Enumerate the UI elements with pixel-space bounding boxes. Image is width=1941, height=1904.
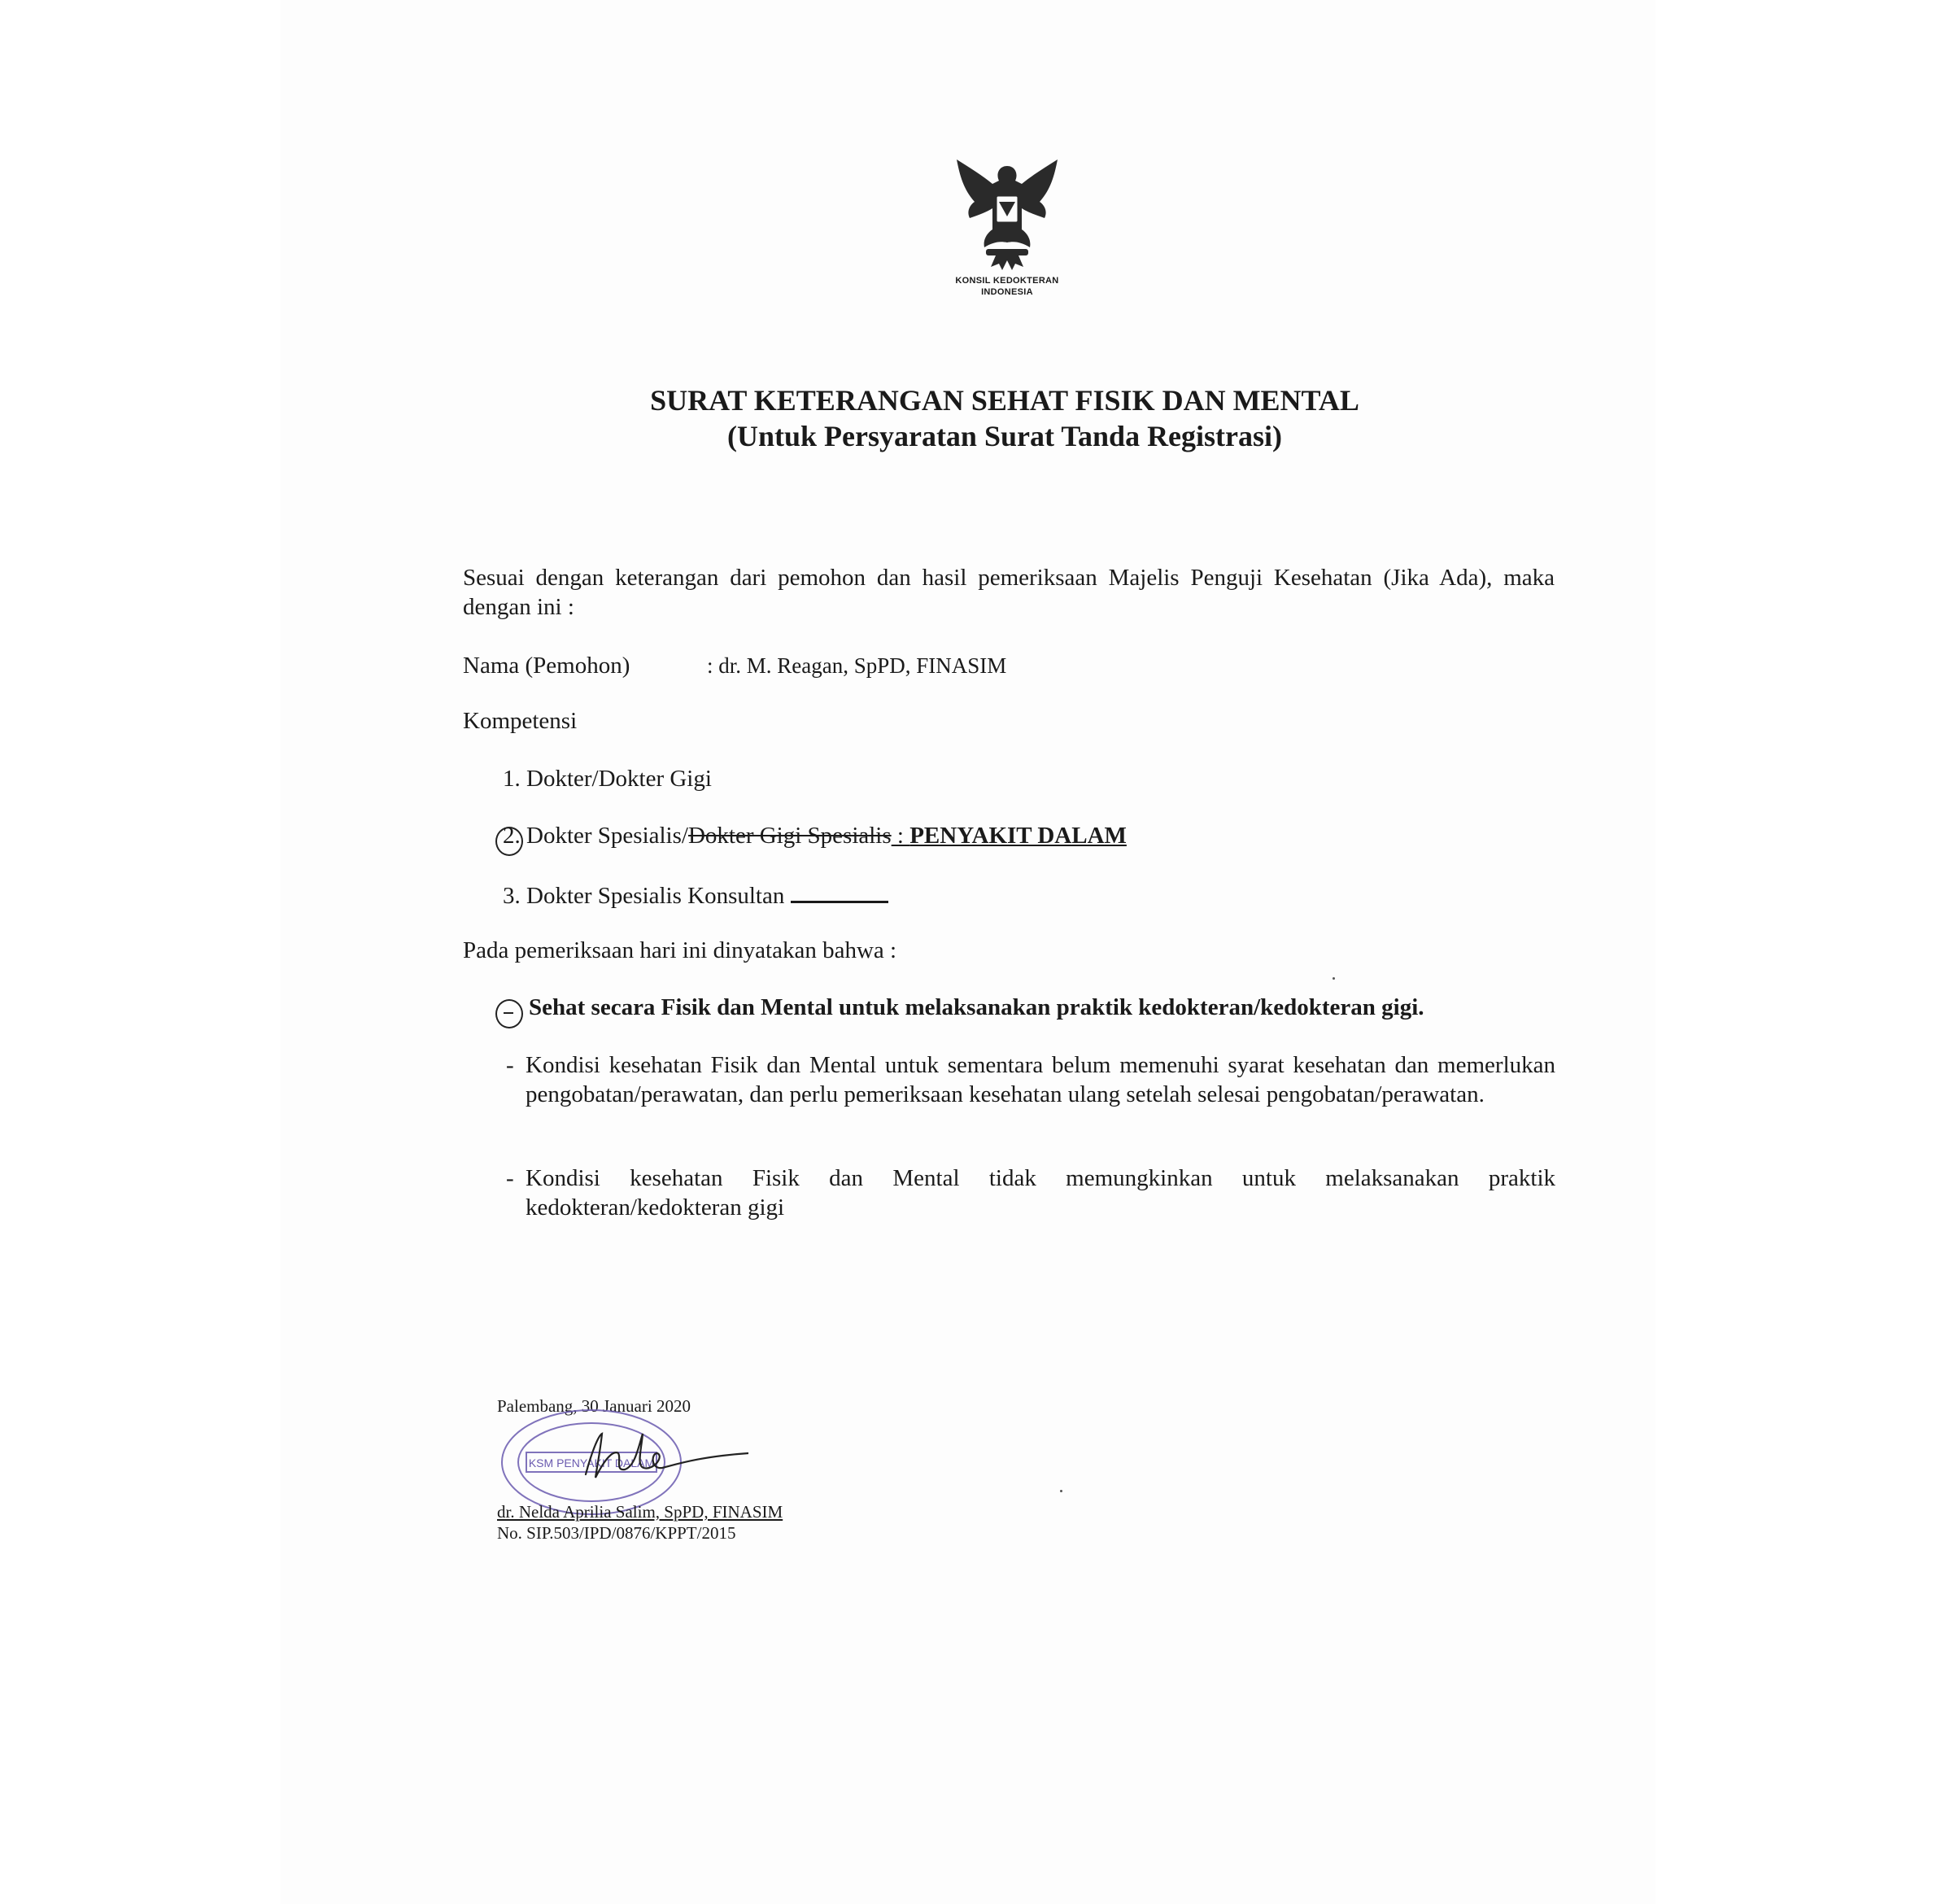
stamp-text: KSM PENYAKIT DALAM: [528, 1456, 655, 1469]
garuda-emblem-icon: [942, 151, 1072, 273]
document-title: [456, 382, 1554, 454]
competence-item-3: [503, 878, 888, 911]
applicant-value: : dr. M. Reagan, SpPD, FINASIM: [707, 653, 1007, 678]
competence-item-2: [503, 821, 1127, 850]
speck: [1333, 977, 1335, 980]
exam-option-3-text: Kondisi kesehatan Fisik dan Mental tidak memungkinkan untuk melaksanakan praktik kedokteran/kedokteran gigi: [526, 1165, 1555, 1221]
doctor-name: dr. Nelda Aprilia Salim, SpPD, FINASIM: [497, 1502, 783, 1522]
examination-heading: Pada pemeriksaan hari ini dinyatakan bahwa :: [463, 937, 897, 963]
competence-item-3-label: 3. Dokter Spesialis Konsultan: [503, 883, 785, 909]
exam-option-1: Sehat secara Fisik dan Mental untuk melaksanakan praktik kedokteran/kedokteran gigi.: [529, 994, 1424, 1020]
exam-option-2-text: Kondisi kesehatan Fisik dan Mental untuk sementara belum memenuhi syarat kesehatan dan memerlukan pengobatan/perawatan, dan perlu pemeriksaan kesehatan ulang setelah selesai pengobatan/perawatan.: [526, 1052, 1555, 1107]
competence-item-2-number: 2.: [503, 823, 521, 849]
competence-item-1: 1. Dokter/Dokter Gigi: [503, 766, 712, 792]
title-line-2: (Untuk Persyaratan Surat Tanda Registrasi): [726, 420, 1283, 452]
exam-option-2-dash: -: [506, 1052, 514, 1078]
selection-circle-icon: [495, 999, 523, 1028]
intro-paragraph: Sesuai dengan keterangan dari pemohon dan hasil pemeriksaan Majelis Penguji Kesehatan (Jika Ada), maka dengan ini :: [463, 565, 1555, 620]
blank-line: [791, 878, 888, 903]
competence-item-2-struck: Dokter Gigi Spesialis: [687, 823, 892, 849]
speck: [1060, 1490, 1062, 1492]
organization-name: [909, 275, 1105, 298]
competence-item-2-label: Dokter Spesialis/: [526, 823, 688, 849]
organization-line-1: KONSIL KEDOKTERAN: [955, 276, 1059, 286]
sip-number: No. SIP.503/IPD/0876/KPPT/2015: [497, 1523, 736, 1543]
specialty-value: PENYAKIT DALAM: [909, 823, 1127, 849]
handwritten-signature-icon: [553, 1417, 748, 1499]
organization-line-2: INDONESIA: [981, 287, 1033, 297]
place-date: Palembang, 30 Januari 2020: [497, 1396, 691, 1416]
title-line-1: SURAT KETERANGAN SEHAT FISIK DAN MENTAL: [650, 384, 1359, 417]
competence-heading: Kompetensi: [463, 708, 578, 734]
exam-option-3-dash: -: [506, 1165, 514, 1191]
applicant-label: Nama (Pemohon): [463, 653, 630, 679]
competence-item-2-colon: :: [891, 823, 910, 849]
